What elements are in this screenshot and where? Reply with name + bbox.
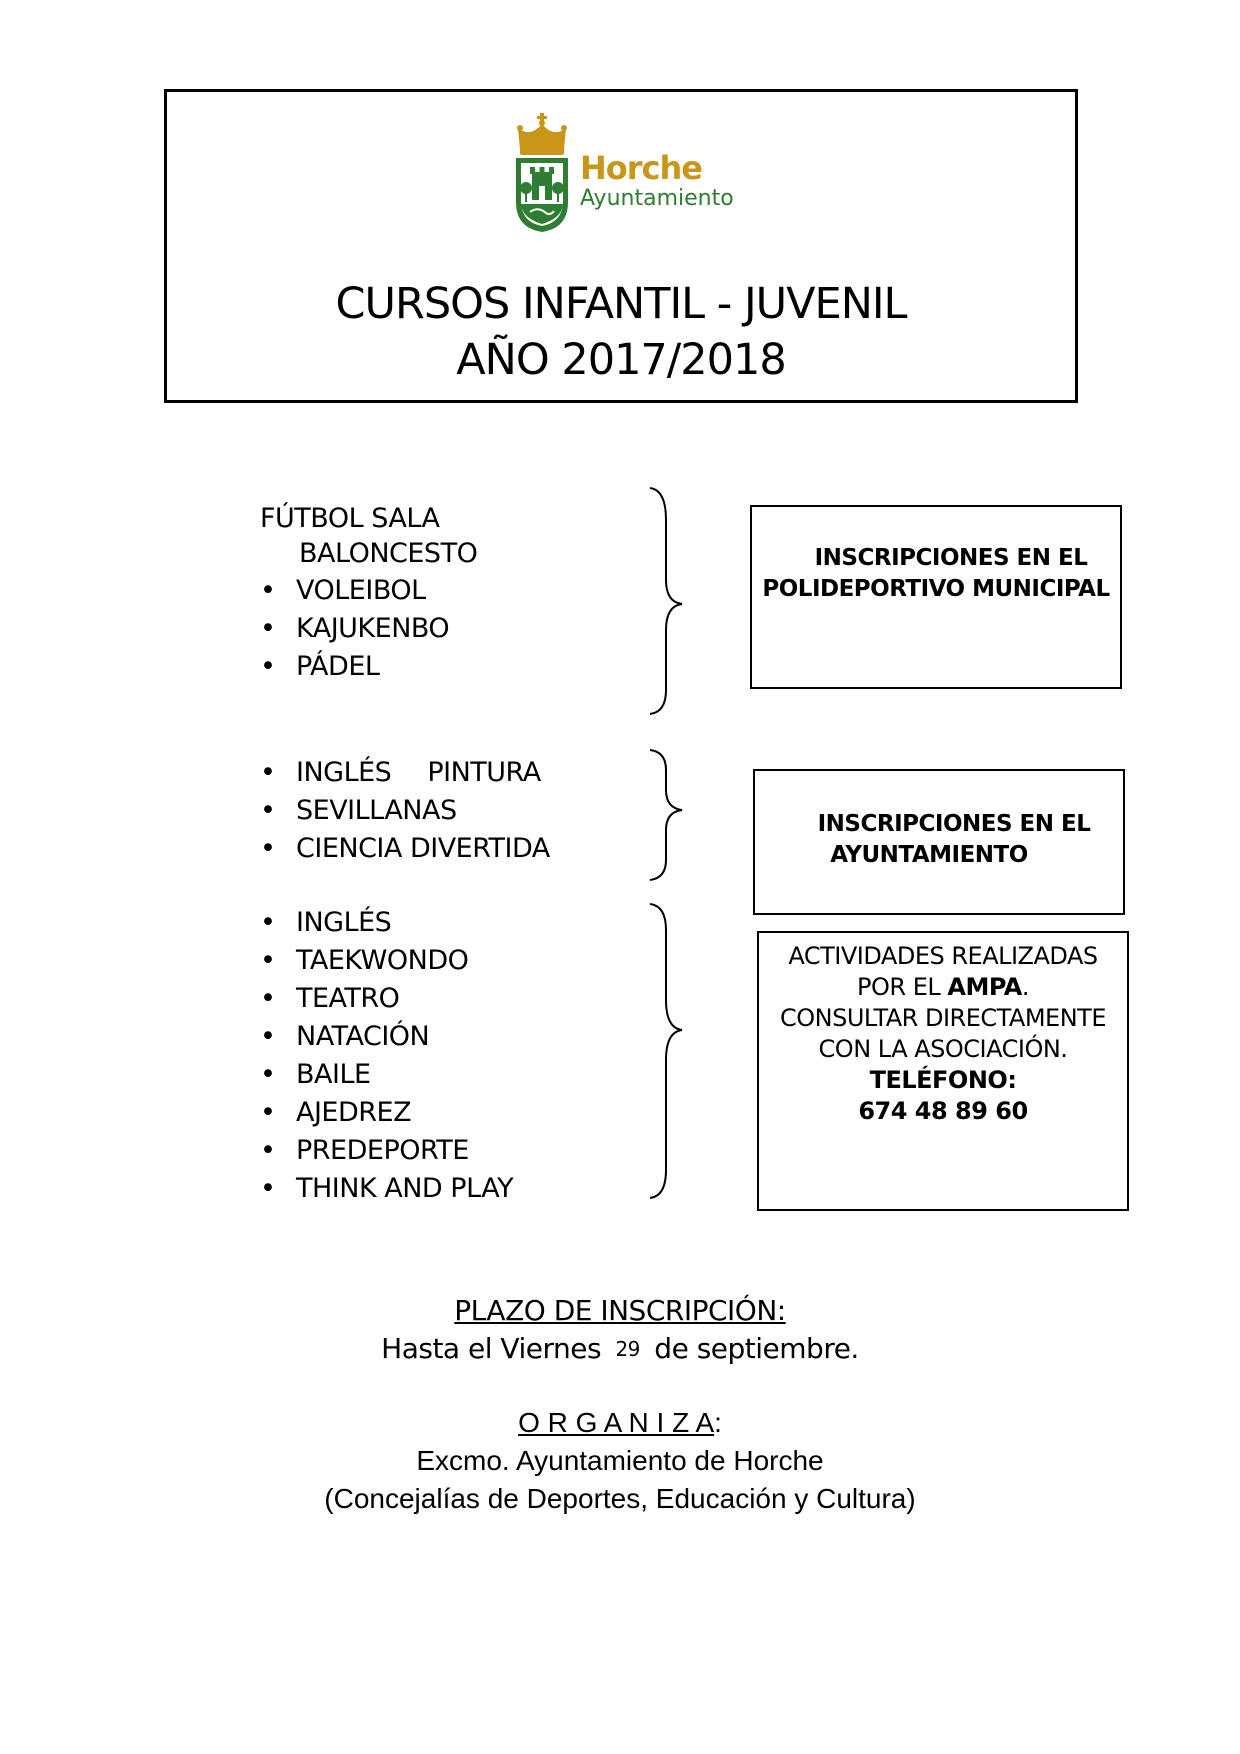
bullet-icon: • bbox=[260, 1135, 276, 1166]
bullet-icon: • bbox=[260, 833, 276, 864]
brace-group-2 bbox=[650, 750, 682, 880]
course-list-ayuntamiento bbox=[260, 754, 550, 868]
box-ayuntamiento bbox=[753, 769, 1125, 915]
list-item: • CIENCIA DIVERTIDA bbox=[260, 830, 550, 868]
box-ayuntamiento-line-2: AYUNTAMIENTO bbox=[830, 842, 1028, 868]
bullet-icon: • bbox=[260, 983, 276, 1014]
list-item: • VOLEIBOL bbox=[260, 572, 477, 610]
list-item: • PÁDEL bbox=[260, 648, 477, 686]
bullet-icon: • bbox=[260, 1021, 276, 1052]
bullet-icon: • bbox=[260, 945, 276, 976]
list-item: • TAEKWONDO bbox=[260, 942, 513, 980]
ampa-line-2: POR EL AMPA. bbox=[857, 973, 1029, 1001]
list-item: • SEVILLANAS bbox=[260, 792, 550, 830]
bullet-icon: • bbox=[260, 651, 276, 682]
brace-connectors bbox=[640, 480, 700, 1240]
title-line-2: AÑO 2017/2018 bbox=[456, 335, 786, 385]
title-line-1: CURSOS INFANTIL - JUVENIL bbox=[335, 279, 907, 329]
list-item: FÚTBOL SALA bbox=[260, 503, 440, 534]
bullet-icon: • bbox=[260, 795, 276, 826]
bullet-icon: • bbox=[260, 907, 276, 938]
page-title bbox=[164, 276, 1078, 388]
ampa-line-4: CON LA ASOCIACIÓN. bbox=[818, 1035, 1068, 1063]
list-item: • THINK AND PLAY bbox=[260, 1170, 513, 1208]
course-list-ampa bbox=[260, 904, 513, 1208]
brace-group-1 bbox=[650, 488, 682, 714]
list-item: • KAJUKENBO bbox=[260, 610, 477, 648]
box-polideportivo bbox=[750, 505, 1122, 689]
bullet-icon: • bbox=[260, 1097, 276, 1128]
box-polideportivo-line-1: INSCRIPCIONES EN EL bbox=[814, 545, 1088, 571]
ampa-label: AMPA bbox=[947, 973, 1022, 1001]
ampa-line-1: ACTIVIDADES REALIZADAS bbox=[788, 942, 1098, 970]
organizer-heading: O R G A N I Z A: bbox=[518, 1407, 722, 1438]
deadline-day: 29 bbox=[615, 1337, 640, 1361]
list-item: • INGLÉS PINTURA bbox=[260, 754, 550, 792]
ampa-phone-label: TELÉFONO: bbox=[869, 1066, 1017, 1094]
bullet-icon: • bbox=[260, 575, 276, 606]
bullet-icon: • bbox=[260, 1059, 276, 1090]
box-polideportivo-line-2: POLIDEPORTIVO MUNICIPAL bbox=[762, 576, 1110, 602]
logo-name: Horche bbox=[580, 149, 702, 187]
bullet-icon: • bbox=[260, 1173, 276, 1204]
organizer-line-2: (Concejalías de Deportes, Educación y Cultura) bbox=[324, 1483, 916, 1514]
organizer-line-1: Excmo. Ayuntamiento de Horche bbox=[416, 1445, 824, 1476]
box-ayuntamiento-line-1: INSCRIPCIONES EN EL bbox=[817, 811, 1091, 837]
deadline-text: Hasta el Viernes 29 de septiembre. bbox=[381, 1332, 859, 1365]
box-ampa bbox=[757, 931, 1129, 1211]
list-item: • PREDEPORTE bbox=[260, 1132, 513, 1170]
horche-logo bbox=[510, 110, 770, 235]
ampa-phone-number: 674 48 89 60 bbox=[858, 1097, 1028, 1125]
logo-subtitle: Ayuntamiento bbox=[580, 186, 734, 211]
list-item: • NATACIÓN bbox=[260, 1018, 513, 1056]
bullet-icon: • bbox=[260, 757, 276, 788]
deadline-heading: PLAZO DE INSCRIPCIÓN: bbox=[454, 1294, 786, 1327]
list-item: • INGLÉS bbox=[260, 904, 513, 942]
ampa-line-3: CONSULTAR DIRECTAMENTE bbox=[779, 1004, 1106, 1032]
list-item: • AJEDREZ bbox=[260, 1094, 513, 1132]
list-item: • TEATRO bbox=[260, 980, 513, 1018]
brace-group-3 bbox=[650, 904, 682, 1198]
list-item: BALONCESTO bbox=[299, 538, 478, 569]
bullet-icon: • bbox=[260, 613, 276, 644]
course-list-sports bbox=[260, 500, 477, 686]
list-item: • BAILE bbox=[260, 1056, 513, 1094]
